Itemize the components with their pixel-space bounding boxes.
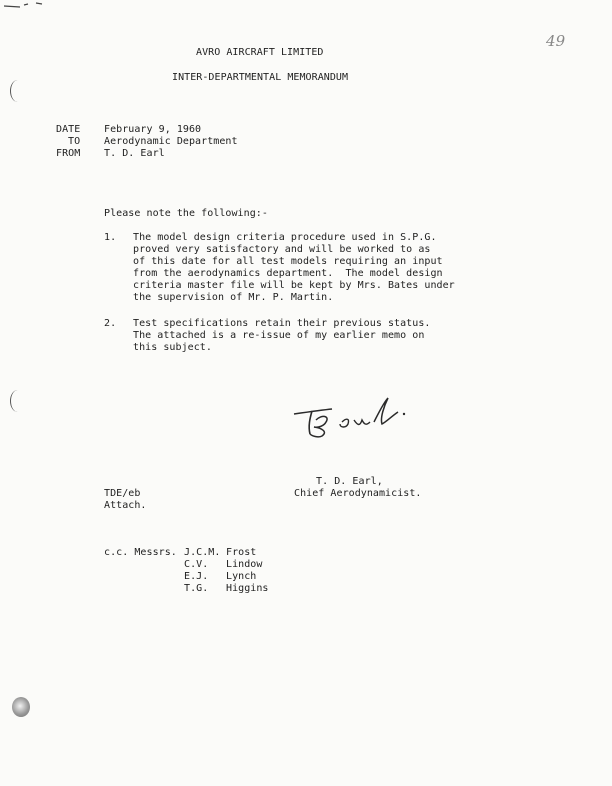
intro-text: Please note the following:- (104, 208, 268, 219)
item-line: proved very satisfactory and will be worked to as (133, 244, 431, 255)
item-line: criteria master file will be kept by Mrs. Bates under (133, 280, 455, 291)
date-label: DATE (56, 124, 81, 135)
binder-mark-middle (10, 390, 25, 412)
cc-name: Lynch (226, 571, 257, 582)
item-line: this subject. (133, 342, 212, 353)
company-name: AVRO AIRCRAFT LIMITED (196, 47, 324, 58)
item-line: The model design criteria procedure used in S.P.G. (133, 232, 437, 243)
signatory-title: Chief Aerodynamicist. (294, 488, 422, 499)
from-label: FROM (56, 148, 81, 159)
item-line: Test specifications retain their previous status. (133, 318, 431, 329)
cc-initials: E.J. (184, 571, 209, 582)
item-line: the supervision of Mr. P. Martin. (133, 292, 334, 303)
cc-name: Higgins (226, 583, 269, 594)
binder-mark-top (10, 80, 25, 102)
corner-scan-mark (2, 0, 52, 14)
attachment-note: Attach. (104, 500, 147, 511)
cc-initials: J.C.M. (184, 547, 221, 558)
date-value: February 9, 1960 (104, 124, 202, 135)
cc-initials: T.G. (184, 583, 209, 594)
item-line: of this date for all test models requiring an input (133, 256, 443, 267)
typist-initials: TDE/eb (104, 488, 141, 499)
page-number: 49 (546, 32, 566, 50)
cc-name: Frost (226, 547, 257, 558)
to-label: TO (68, 136, 81, 147)
handwritten-signature (288, 392, 418, 442)
cc-label: c.c. Messrs. (104, 547, 177, 558)
signatory-name: T. D. Earl, (316, 476, 383, 487)
memo-type: INTER-DEPARTMENTAL MEMORANDUM (172, 72, 349, 83)
from-value: T. D. Earl (104, 148, 165, 159)
punch-hole (12, 697, 30, 717)
item-number: 1. (104, 232, 117, 243)
to-value: Aerodynamic Department (104, 136, 238, 147)
item-number: 2. (104, 318, 117, 329)
cc-initials: C.V. (184, 559, 209, 570)
item-line: from the aerodynamics department. The model design (133, 268, 443, 279)
cc-name: Lindow (226, 559, 263, 570)
item-line: The attached is a re-issue of my earlier memo on (133, 330, 425, 341)
